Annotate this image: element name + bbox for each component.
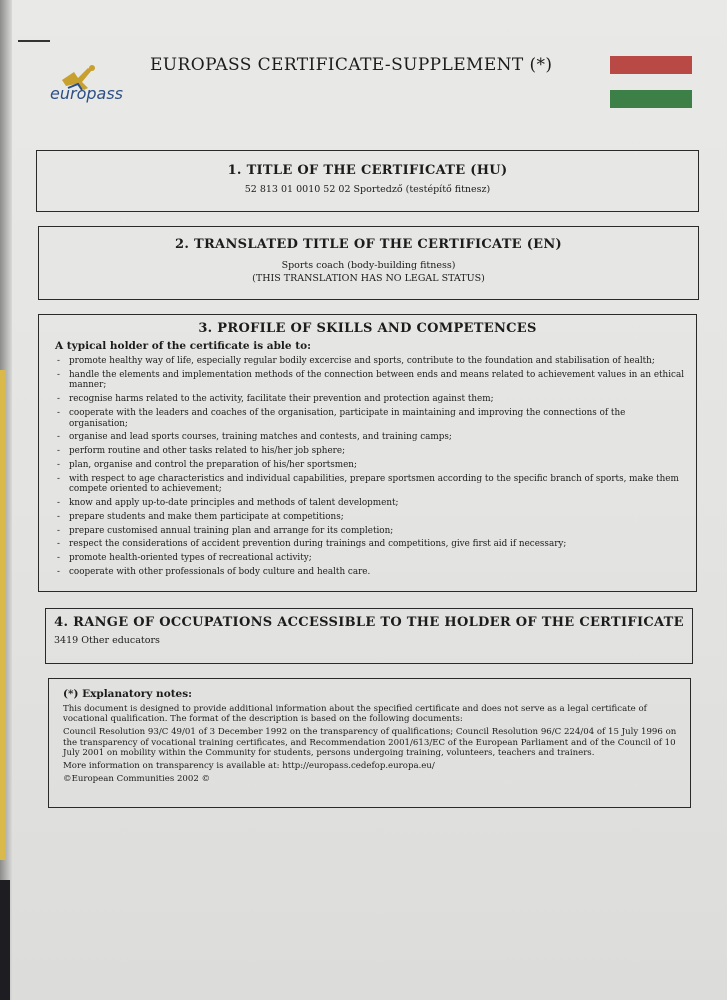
notes-paragraph-3: More information on transparency is available at: http://europass.cedefop.europa.eu/: [63, 761, 435, 772]
notes-heading: (*) Explanatory notes:: [63, 688, 193, 700]
list-item: - organise and lead sports courses, training matches and contests, and training camps;: [57, 432, 686, 443]
section-4-heading: 4. RANGE OF OCCUPATIONS ACCESSIBLE TO THE HOLDER OF THE CERTIFICATE: [54, 615, 684, 630]
list-item: - handle the elements and implementation methods of the connection between ends and means related to achievement values in an ethical manner;: [57, 370, 686, 391]
section-1-heading: 1. TITLE OF THE CERTIFICATE (HU): [227, 163, 508, 178]
list-item: - with respect to age characteristics and individual capabilities, prepare sportsmen according to the specific branch of sports, make them compete oriented to achievement;: [57, 474, 686, 495]
skills-list: [39, 356, 696, 578]
flag-green-stripe: [610, 90, 692, 108]
list-item: - promote health-oriented types of recreational activity;: [57, 553, 686, 564]
section-2-heading: 2. TRANSLATED TITLE OF THE CERTIFICATE (EN): [174, 237, 563, 252]
europass-logo: europass: [50, 84, 123, 103]
list-item: - respect the considerations of accident prevention during trainings and competitions, give first aid if necessary;: [57, 539, 686, 550]
list-item: - recognise harms related to the activity, facilitate their prevention and protection against them;: [57, 394, 686, 405]
list-item: - plan, organise and control the preparation of his/her sportsmen;: [57, 460, 686, 471]
occupation-value: 3419 Other educators: [54, 635, 160, 646]
flag-red-stripe: [610, 56, 692, 74]
section-3-heading: 3. PROFILE OF SKILLS AND COMPETENCES: [198, 321, 537, 336]
legal-status-note: (THIS TRANSLATION HAS NO LEGAL STATUS): [252, 273, 485, 284]
list-item: - perform routine and other tasks related to his/her job sphere;: [57, 446, 686, 457]
certificate-title-section: [36, 150, 699, 212]
list-item: - prepare students and make them participate at competitions;: [57, 512, 686, 523]
skills-section: [38, 314, 697, 592]
page-edge-dark: [0, 880, 10, 1000]
list-item: - cooperate with other professionals of body culture and health care.: [57, 567, 686, 578]
notes-paragraph-2: Council Resolution 93/C 49/01 of 3 December 1992 on the transparency of qualifications; Council Resolution 96/C 224/04 of 15 July 1996 on the transparency of vocational training certificates, and Recommendation 2001/613/EC of the European Parliament and of the Council of 10 July 2001 on mobility within the Community for students, persons undergoing training, volunteers, teachers and trainers.: [63, 727, 677, 758]
certificate-title-hu: 52 813 01 0010 52 02 Sportedző (testépítő fitnesz): [244, 184, 491, 195]
certificate-title-en: Sports coach (body-building fitness): [281, 260, 456, 271]
list-item: - promote healthy way of life, especially regular bodily excercise and sports, contribute to the foundation and stabilisation of health;: [57, 356, 686, 367]
document-title: EUROPASS CERTIFICATE-SUPPLEMENT (*): [150, 55, 553, 75]
top-mark: [18, 40, 50, 42]
skills-intro: A typical holder of the certificate is able to:: [55, 340, 311, 352]
translated-title-section: [38, 226, 699, 300]
explanatory-notes-section: [48, 678, 691, 808]
list-item: - prepare customised annual training plan and arrange for its completion;: [57, 526, 686, 537]
list-item: - cooperate with the leaders and coaches of the organisation, participate in maintaining and improving the connections of the organisation;: [57, 408, 686, 429]
page-edge-strip: [0, 370, 6, 860]
occupations-section: [45, 608, 693, 664]
notes-paragraph-1: This document is designed to provide additional information about the specified certificate and does not serve as a legal certificate of vocational qualification. The format of the description is based on the following documents:: [63, 704, 647, 725]
list-item: - know and apply up-to-date principles and methods of talent development;: [57, 498, 686, 509]
notes-paragraph-4: ©European Communities 2002 ©: [63, 774, 211, 785]
